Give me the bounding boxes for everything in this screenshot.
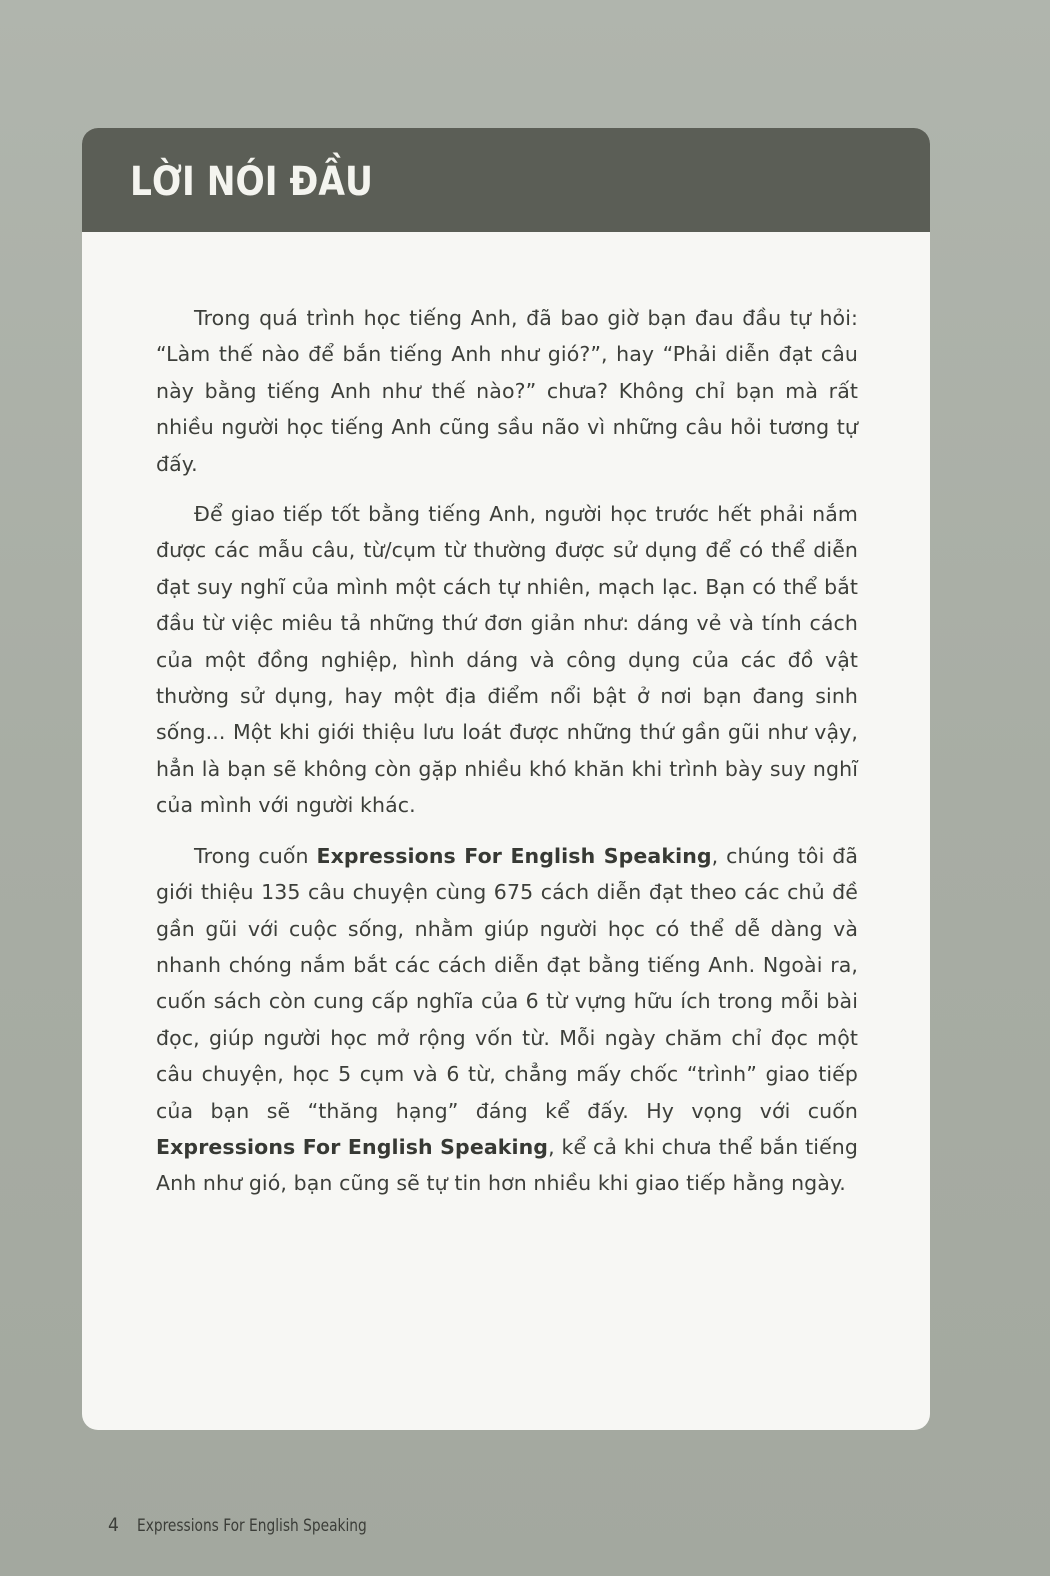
- paragraph-3-text-c: , kể cả khi chưa thể bắn tiếng Anh như gió, bạn cũng sẽ tự tin hơn nhiều khi giao tiếp hằng ngày.: [156, 1134, 859, 1196]
- paragraph-3-text-a: Trong cuốn: [194, 843, 317, 868]
- paragraph-3-text-b: , chúng tôi đã giới thiệu 135 câu chuyện cùng 675 cách diễn đạt theo các chủ đề gần gũi với cuộc sống, nhằm giúp người học có thể dễ dàng và nhanh chóng nắm bắt các cách diễn đạt bằng tiếng Anh. Ngoài ra, cuốn sách còn cung cấp nghĩa của 6 từ vựng hữu ích trong mỗi bài đọc, giúp người học mở rộng vốn từ. Mỗi ngày chăm chỉ đọc một câu chuyện, học 5 cụm và 6 từ, chẳng mấy chốc “trình” giao tiếp của bạn sẽ “thăng hạng” đáng kể đấy. Hy vọng với cuốn: [156, 843, 859, 1123]
- book-title-mention-1: Expressions For English Speaking: [316, 843, 712, 868]
- paragraph-2: Để giao tiếp tốt bằng tiếng Anh, người học trước hết phải nắm được các mẫu câu, từ/cụm từ thường được sử dụng để có thể diễn đạt suy nghĩ của mình một cách tự nhiên, mạch lạc. Bạn có thể bắt đầu từ việc miêu tả những thứ đơn giản như: dáng vẻ và tính cách của một đồng nghiệp, hình dáng và công dụng của các đồ vật thường sử dụng, hay một địa điểm nổi bật ở nơi bạn đang sinh sống... Một khi giới thiệu lưu loát được những thứ gần gũi như vậy, hẳn là bạn sẽ không còn gặp nhiều khó khăn khi trình bày suy nghĩ của mình với người khác.: [156, 502, 858, 818]
- running-title: Expressions For English Speaking: [136, 1516, 367, 1536]
- book-title-mention-2: Expressions For English Speaking: [156, 1134, 549, 1159]
- paragraph-1: Trong quá trình học tiếng Anh, đã bao giờ bạn đau đầu tự hỏi: “Làm thế nào để bắn tiếng Anh như gió?”, hay “Phải diễn đạt câu này bằng tiếng Anh như thế nào?” chưa? Không chỉ bạn mà rất nhiều người học tiếng Anh cũng sầu não vì những câu hỏi tương tự đấy.: [156, 306, 858, 476]
- paragraph-3: [156, 838, 858, 1202]
- page-number: 4: [108, 1514, 119, 1536]
- section-title: LỜI NÓI ĐẦU: [130, 159, 373, 205]
- page-footer: [108, 1514, 392, 1542]
- preface-body: [156, 300, 858, 1216]
- section-header-band: [82, 128, 930, 232]
- preface-card: [82, 128, 930, 1430]
